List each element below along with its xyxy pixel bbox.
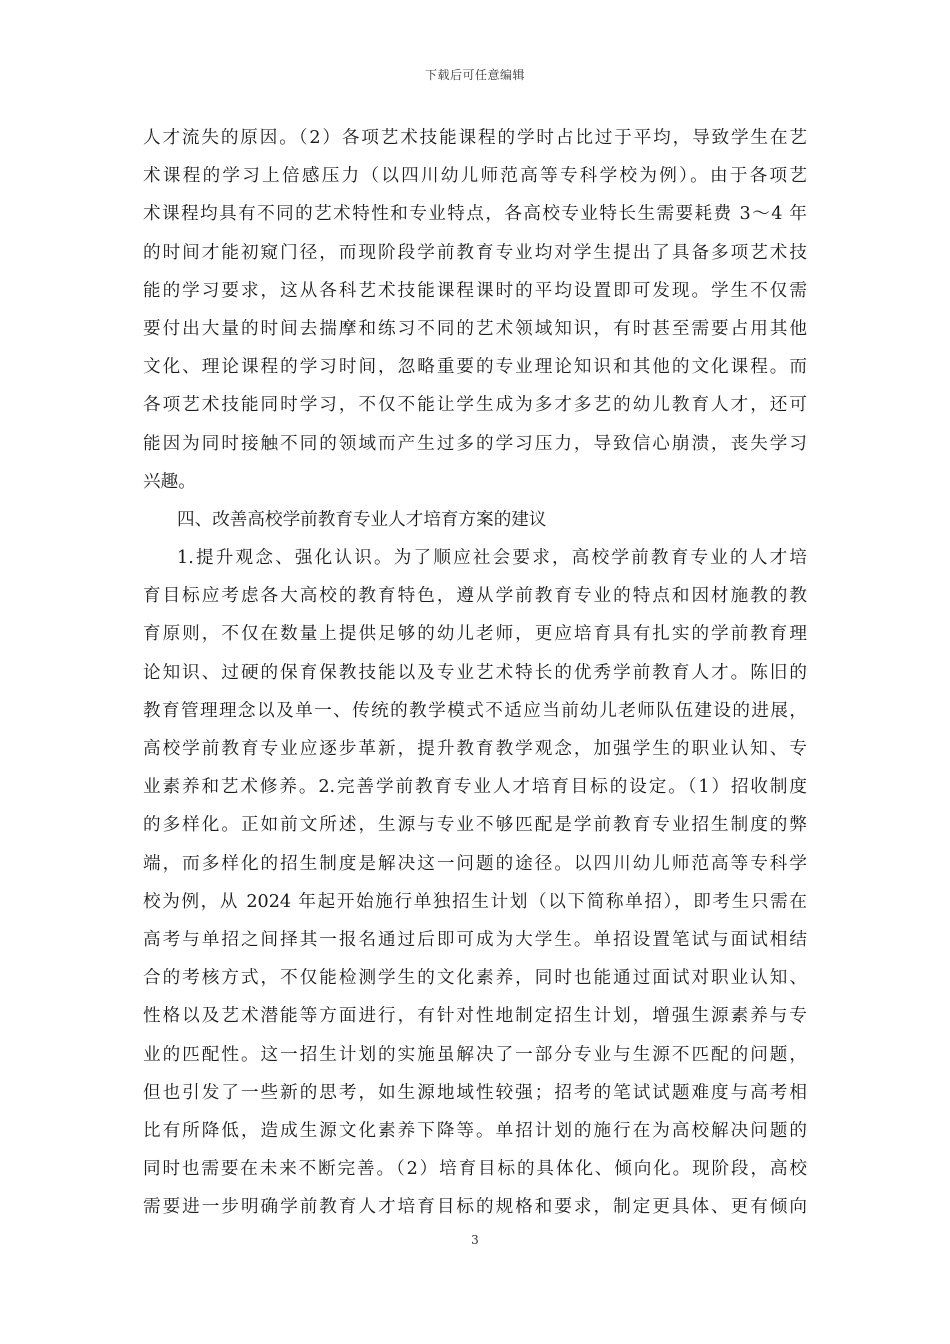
text-line: 性格以及艺术潜能等方面进行，有针对性地制定招生计划，增强生源素养与专 xyxy=(143,1006,807,1027)
text-line: 论知识、过硬的保育保教技能以及专业艺术特长的优秀学前教育人才。陈旧的 xyxy=(143,662,807,683)
text-line: 兴趣。 xyxy=(143,471,196,492)
text-line: 但也引发了一些新的思考，如生源地域性较强；招考的笔试试题难度与高考相 xyxy=(143,1082,807,1103)
text-line: 合的考核方式，不仅能检测学生的文化素养，同时也能通过面试对职业认知、 xyxy=(143,968,807,989)
text-line: 高校学前教育专业应逐步革新，提升教育教学观念，加强学生的职业认知、专 xyxy=(143,739,807,759)
page-number: 3 xyxy=(471,1233,479,1247)
text-line: 校为例，从 2024 年起开始施行单独招生计划（以下简称单招），即考生只需在 xyxy=(143,891,807,912)
text-line: 比有所降低，造成生源文化素养下降等。单招计划的施行在为高校解决问题的 xyxy=(143,1120,807,1141)
text-line: 业的匹配性。这一招生计划的实施虽解决了一部分专业与生源不匹配的问题， xyxy=(143,1044,807,1065)
text-line: 能因为同时接触不同的领域而产生过多的学习压力，导致信心崩溃，丧失学习 xyxy=(143,433,807,454)
text-line: 教育管理理念以及单一、传统的教学模式不适应当前幼儿老师队伍建设的进展， xyxy=(143,700,807,721)
page-header: 下载后可任意编辑 xyxy=(424,68,525,82)
text-line: 术课程均具有不同的艺术特性和专业特点，各高校专业特长生需要耗费 3～4 年 xyxy=(143,204,807,225)
text-line: 要付出大量的时间去揣摩和练习不同的艺术领域知识，有时甚至需要占用其他 xyxy=(143,318,807,339)
text-line: 的多样化。正如前文所述，生源与专业不够匹配是学前教育专业招生制度的弊 xyxy=(143,815,807,836)
text-line: 育原则，不仅在数量上提供足够的幼儿老师，更应培育具有扎实的学前教育理 xyxy=(143,624,807,645)
section-heading: 四、改善高校学前教育专业人才培育方案的建议 xyxy=(177,509,547,530)
text-line: 人才流失的原因。（2）各项艺术技能课程的学时占比过于平均，导致学生在艺 xyxy=(143,128,807,148)
text-line: 术课程的学习上倍感压力（以四川幼儿师范高等专科学校为例）。由于各项艺 xyxy=(143,166,807,187)
text-line: 端，而多样化的招生制度是解决这一问题的途径。以四川幼儿师范高等专科学 xyxy=(143,853,807,874)
text-line: 高考与单招之间择其一报名通过后即可成为大学生。单招设置笔试与面试相结 xyxy=(143,929,807,950)
text-line: 育目标应考虑各大高校的教育特色，遵从学前教育专业的特点和因材施教的教 xyxy=(143,586,807,607)
text-line: 的时间才能初窥门径，而现阶段学前教育专业均对学生提出了具备多项艺术技 xyxy=(143,242,807,263)
text-line: 文化、理论课程的学习时间，忽略重要的专业理论知识和其他的文化课程。而 xyxy=(143,357,807,378)
text-line: 业素养和艺术修养。2.完善学前教育专业人才培育目标的设定。（1）招收制度 xyxy=(143,777,807,798)
document-body xyxy=(143,119,807,1226)
text-line: 各项艺术技能同时学习，不仅不能让学生成为多才多艺的幼儿教育人才，还可 xyxy=(143,395,807,416)
text-line: 需要进一步明确学前教育人才培育目标的规格和要求，制定更具体、更有倾向 xyxy=(143,1197,807,1218)
text-line: 同时也需要在未来不断完善。（2）培育目标的具体化、倾向化。现阶段，高校 xyxy=(143,1159,807,1180)
text-line: 1.提升观念、强化认识。为了顺应社会要求，高校学前教育专业的人才培 xyxy=(177,548,807,569)
text-line: 能的学习要求，这从各科艺术技能课程课时的平均设置即可发现。学生不仅需 xyxy=(143,280,807,301)
